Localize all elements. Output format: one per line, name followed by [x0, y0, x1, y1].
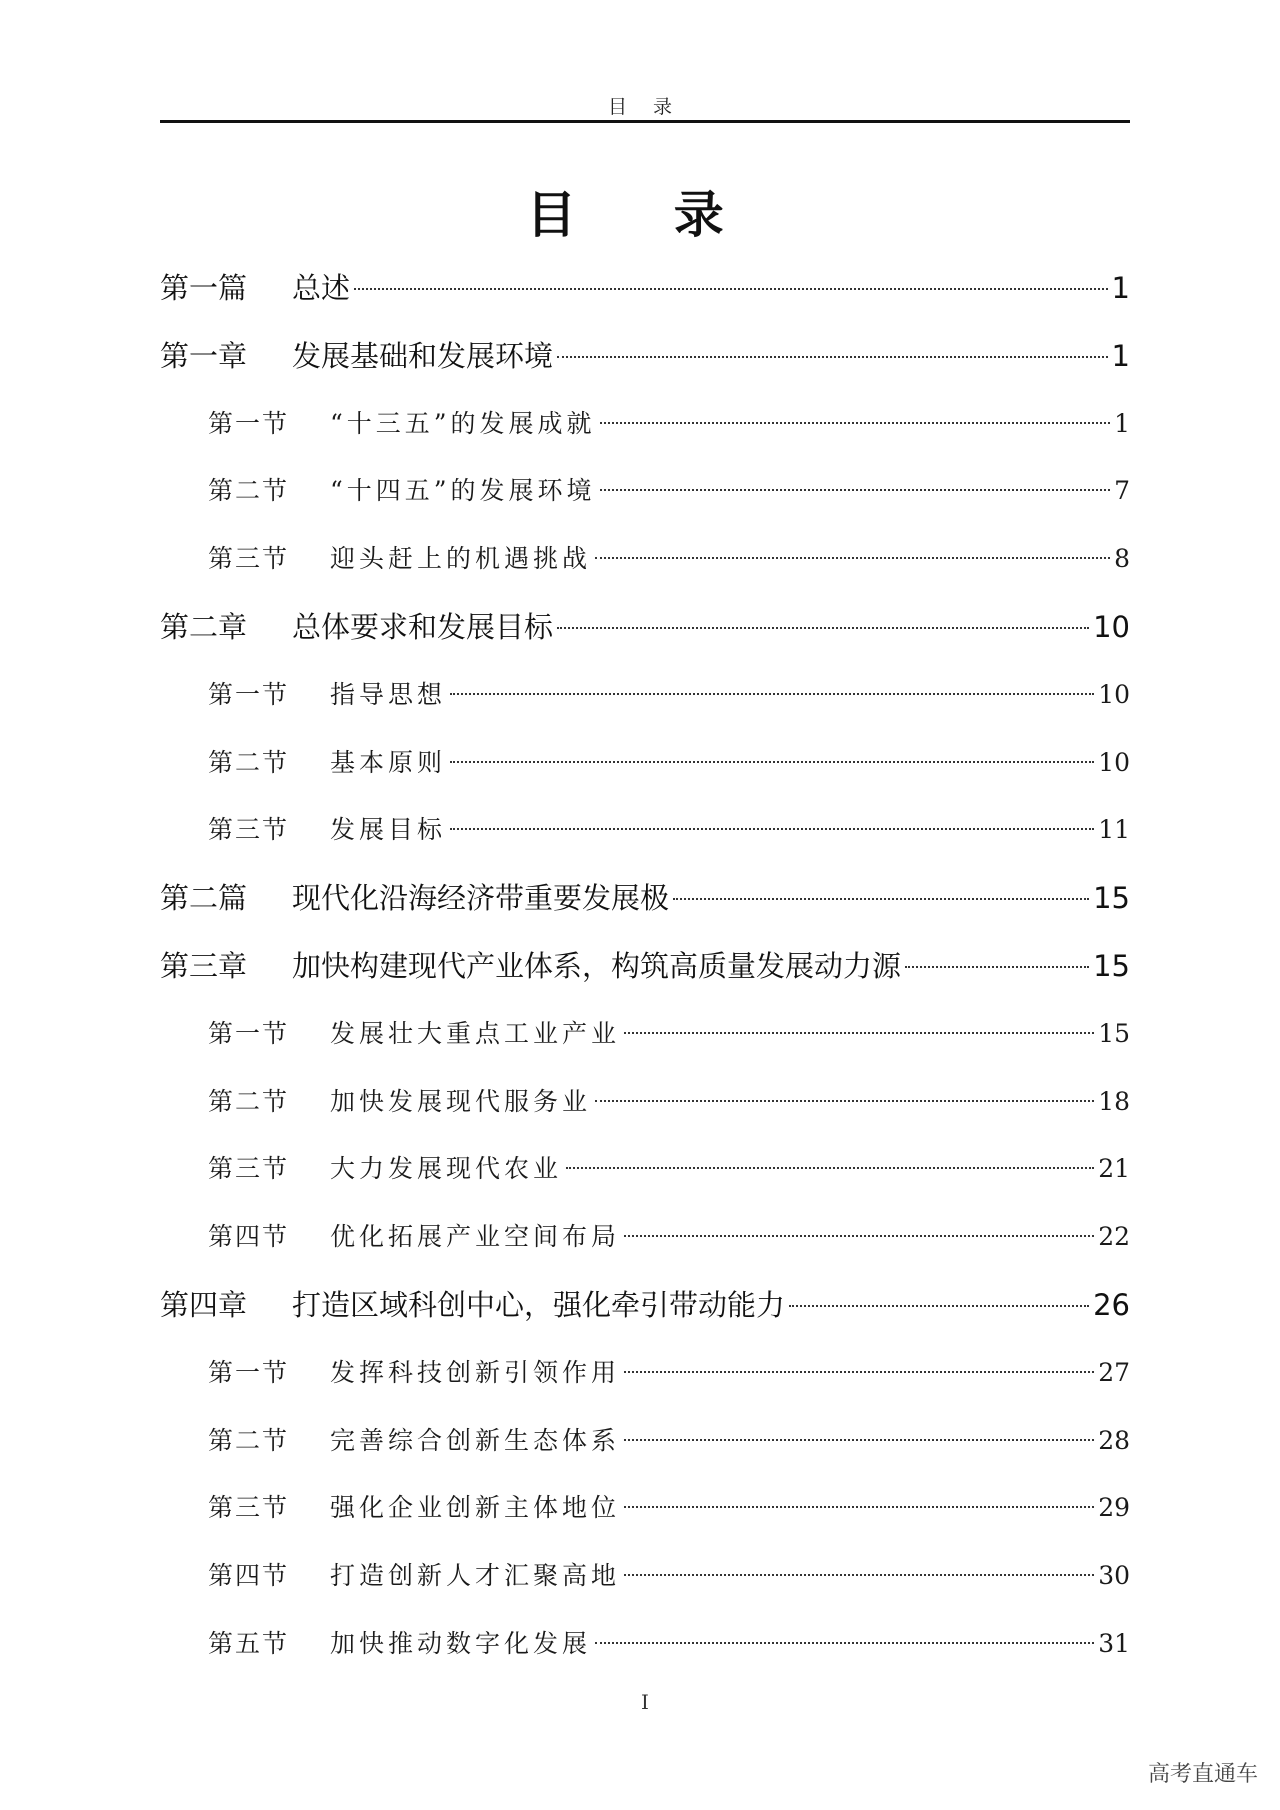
toc-entry-number: 第二节 — [208, 1425, 290, 1455]
toc-entry-number: 第四章 — [160, 1287, 248, 1322]
toc-entry-number: 第二章 — [160, 609, 248, 644]
toc-entry-number: 第二篇 — [160, 881, 248, 916]
toc-entry-section[interactable] — [160, 737, 1130, 805]
toc-entry-number: 第五节 — [208, 1628, 290, 1658]
toc-entry-number: 第二节 — [208, 476, 290, 506]
dot-leader — [624, 1235, 1094, 1237]
toc-entry-section[interactable] — [160, 1415, 1130, 1483]
dot-leader — [624, 1371, 1094, 1373]
toc-entry-page: 1 — [1114, 408, 1130, 438]
toc-entry-page: 15 — [1093, 948, 1130, 983]
toc-entry-section[interactable] — [160, 1347, 1130, 1415]
running-header: 目 录 — [607, 96, 683, 118]
dot-leader — [595, 1100, 1094, 1102]
toc-entry-section[interactable] — [160, 533, 1130, 601]
dot-leader — [557, 356, 1108, 358]
toc-entry-chapter[interactable] — [160, 601, 1130, 669]
table-of-contents — [160, 262, 1130, 1686]
toc-entry-page: 10 — [1098, 747, 1130, 777]
toc-entry-section[interactable] — [160, 1143, 1130, 1211]
toc-entry-section[interactable] — [160, 1618, 1130, 1686]
dot-leader — [450, 761, 1094, 763]
toc-entry-section[interactable] — [160, 1211, 1130, 1279]
header-rule — [160, 120, 1130, 123]
dot-leader — [600, 422, 1111, 424]
dot-leader — [624, 1439, 1094, 1441]
toc-entry-chapter[interactable] — [160, 940, 1130, 1008]
toc-entry-section[interactable] — [160, 465, 1130, 533]
toc-entry-title: 完善综合创新生态体系 — [330, 1425, 621, 1455]
toc-entry-number: 第三节 — [208, 1493, 290, 1523]
dot-leader — [557, 627, 1089, 629]
toc-entry-page: 28 — [1098, 1425, 1130, 1455]
dot-leader — [450, 693, 1094, 695]
toc-entry-chapter[interactable] — [160, 1279, 1130, 1347]
toc-entry-title: 打造创新人才汇聚高地 — [330, 1561, 621, 1591]
toc-entry-page: 27 — [1098, 1357, 1130, 1387]
dot-leader — [673, 898, 1089, 900]
toc-entry-title: “十三五”的发展成就 — [330, 408, 596, 438]
toc-entry-title: 打造区域科创中心，强化牵引带动能力 — [292, 1287, 786, 1322]
toc-entry-number: 第二节 — [208, 1086, 290, 1116]
dot-leader — [595, 557, 1110, 559]
toc-entry-chapter[interactable] — [160, 872, 1130, 940]
toc-entry-number: 第一篇 — [160, 271, 248, 305]
toc-entry-number: 第三节 — [208, 815, 290, 845]
dot-leader — [624, 1032, 1094, 1034]
toc-entry-title: 总体要求和发展目标 — [292, 609, 554, 644]
toc-entry-section[interactable] — [160, 1482, 1130, 1550]
toc-entry-title: 发展基础和发展环境 — [292, 338, 554, 373]
footer-page-number: I — [641, 1690, 649, 1714]
toc-entry-title: 迎头赶上的机遇挑战 — [330, 544, 592, 574]
toc-entry-title: 加快推动数字化发展 — [330, 1628, 592, 1658]
toc-entry-title: 优化拓展产业空间布局 — [330, 1222, 621, 1252]
toc-entry-title: “十四五”的发展环境 — [330, 476, 596, 506]
toc-entry-page: 30 — [1098, 1561, 1130, 1591]
watermark: 高考直通车 — [1147, 1762, 1258, 1787]
toc-title: 目 录 — [526, 185, 764, 244]
toc-entry-number: 第三节 — [208, 544, 290, 574]
toc-entry-number: 第一节 — [208, 679, 290, 709]
toc-entry-title: 发挥科技创新引领作用 — [330, 1357, 621, 1387]
toc-entry-number: 第四节 — [208, 1561, 290, 1591]
dot-leader — [600, 489, 1111, 491]
toc-entry-page: 26 — [1093, 1287, 1130, 1322]
toc-entry-page: 1 — [1111, 271, 1130, 305]
toc-entry-page: 10 — [1098, 679, 1130, 709]
toc-entry-page: 15 — [1098, 1018, 1130, 1048]
toc-entry-section[interactable] — [160, 1076, 1130, 1144]
toc-entry-number: 第一节 — [208, 1357, 290, 1387]
toc-entry-number: 第一节 — [208, 408, 290, 438]
toc-entry-page: 1 — [1111, 338, 1130, 373]
toc-entry-number: 第三章 — [160, 948, 248, 983]
dot-leader — [595, 1642, 1094, 1644]
toc-entry-chapter[interactable] — [160, 262, 1130, 330]
toc-entry-number: 第一节 — [208, 1018, 290, 1048]
toc-entry-number: 第三节 — [208, 1154, 290, 1184]
toc-entry-page: 11 — [1098, 815, 1130, 845]
toc-entry-title: 强化企业创新主体地位 — [330, 1493, 621, 1523]
dot-leader — [624, 1574, 1094, 1576]
toc-entry-chapter[interactable] — [160, 330, 1130, 398]
dot-leader — [624, 1506, 1094, 1508]
toc-entry-section[interactable] — [160, 669, 1130, 737]
toc-entry-section[interactable] — [160, 398, 1130, 466]
dot-leader — [450, 828, 1094, 830]
toc-entry-page: 22 — [1098, 1222, 1130, 1252]
toc-entry-page: 15 — [1093, 881, 1130, 916]
toc-entry-title: 现代化沿海经济带重要发展极 — [292, 881, 670, 916]
dot-leader — [789, 1305, 1089, 1307]
dot-leader — [905, 966, 1089, 968]
toc-entry-number: 第四节 — [208, 1222, 290, 1252]
toc-entry-page: 10 — [1093, 609, 1130, 644]
toc-entry-number: 第二节 — [208, 747, 290, 777]
dot-leader — [566, 1167, 1094, 1169]
toc-entry-title: 基本原则 — [330, 747, 447, 777]
toc-entry-page: 29 — [1098, 1493, 1130, 1523]
toc-entry-page: 31 — [1098, 1628, 1130, 1658]
toc-entry-title: 加快构建现代产业体系，构筑高质量发展动力源 — [292, 948, 902, 983]
toc-entry-title: 加快发展现代服务业 — [330, 1086, 592, 1116]
toc-entry-title: 大力发展现代农业 — [330, 1154, 563, 1184]
toc-entry-page: 21 — [1098, 1154, 1130, 1184]
toc-entry-number: 第一章 — [160, 338, 248, 373]
toc-entry-page: 7 — [1114, 476, 1130, 506]
toc-entry-section[interactable] — [160, 1008, 1130, 1076]
toc-entry-title: 发展目标 — [330, 815, 447, 845]
dot-leader — [354, 288, 1108, 290]
toc-entry-page: 18 — [1098, 1086, 1130, 1116]
toc-entry-title: 指导思想 — [330, 679, 447, 709]
toc-entry-section[interactable] — [160, 804, 1130, 872]
toc-entry-title: 总述 — [292, 271, 351, 305]
toc-entry-page: 8 — [1114, 544, 1130, 574]
toc-entry-section[interactable] — [160, 1550, 1130, 1618]
toc-entry-title: 发展壮大重点工业产业 — [330, 1018, 621, 1048]
